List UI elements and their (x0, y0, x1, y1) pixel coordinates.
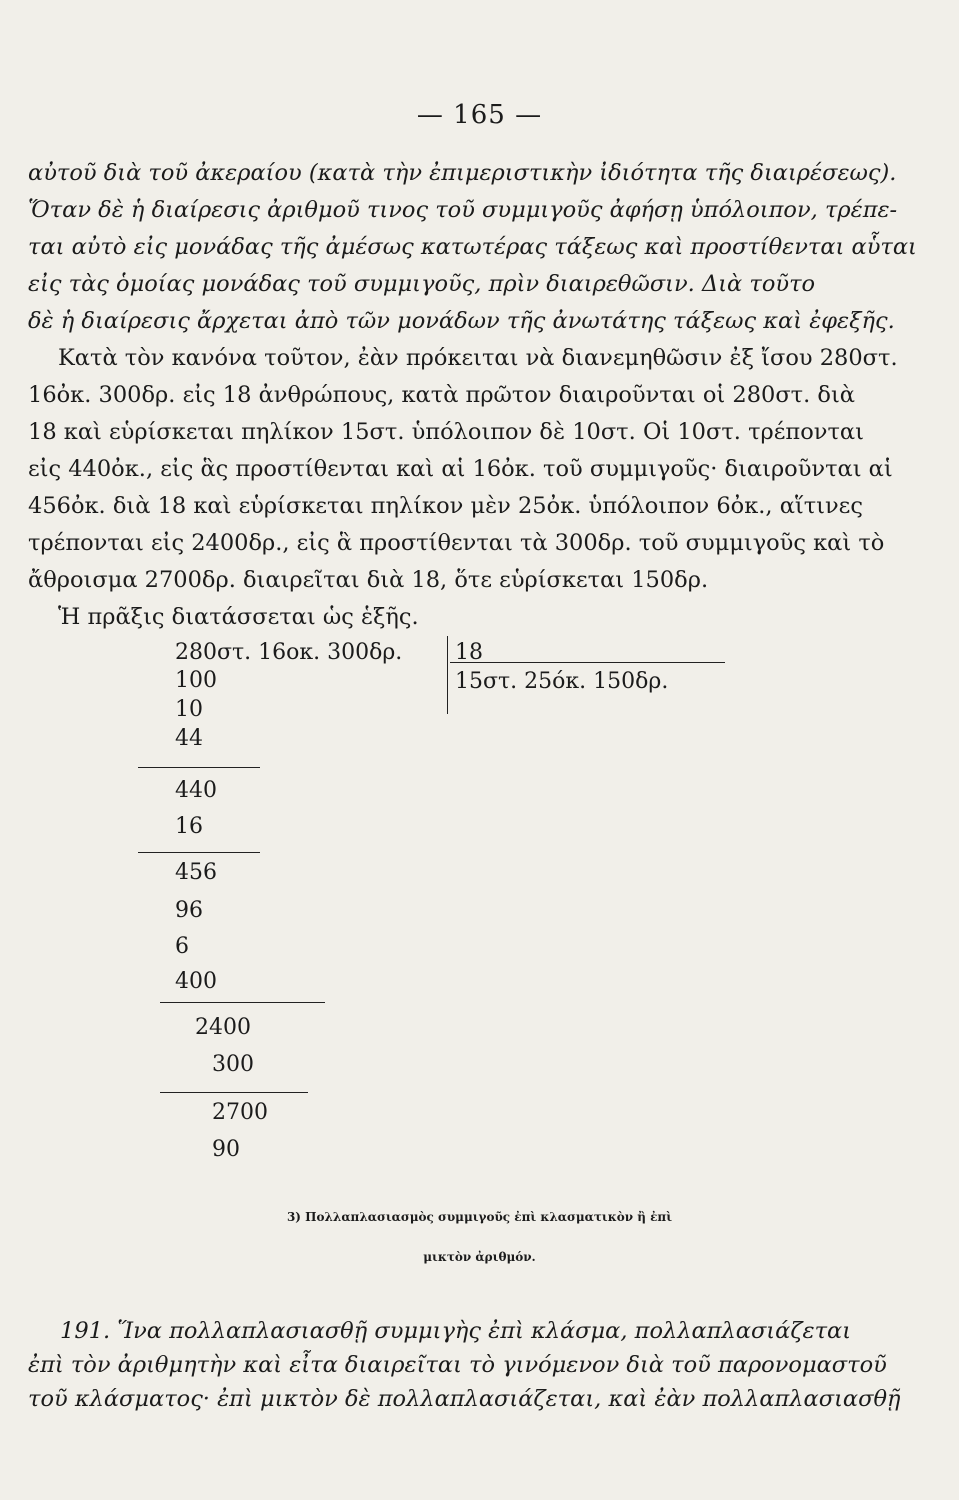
step-value: 2400 (195, 1015, 251, 1040)
rule-paragraph-line: 191. Ἵνα πολλαπλασιασθῇ συμμιγὴς ἐπὶ κλάσμα, πολλαπλασιάζεται (60, 1318, 852, 1344)
step-value: 10 (175, 697, 203, 722)
step-value: 96 (175, 898, 203, 923)
sum-rule (160, 1002, 325, 1003)
sum-rule (138, 767, 260, 768)
paragraph-line: 456ὀκ. διὰ 18 καὶ εὑρίσκεται πηλίκον μὲν 25ὀκ. ὑπόλοιπον 6ὀκ., αἵτινες (28, 493, 863, 519)
section-heading-line-1: 3) Πολλαπλασιασμὸς συμμιγοῦς ἐπὶ κλασματικὸν ἢ ἐπὶ (286, 1210, 673, 1224)
paragraph-line: αὐτοῦ διὰ τοῦ ἀκεραίου (κατὰ τὴν ἐπιμεριστικὴν ἰδιότητα τῆς διαιρέσεως). (28, 160, 897, 186)
paragraph-line: ται αὐτὸ εἰς μονάδας τῆς ἀμέσως κατωτέρας τάξεως καὶ προστίθενται αὗται (28, 234, 917, 260)
paragraph-line: Κατὰ τὸν κανόνα τοῦτον, ἐὰν πρόκειται νὰ διανεμηθῶσιν ἐξ ἴσου 280στ. (58, 345, 898, 371)
section-heading-line-2: μικτὸν ἀριθμόν. (423, 1250, 536, 1264)
step-value: 44 (175, 726, 203, 751)
step-value: 90 (212, 1137, 240, 1162)
paragraph-line: εἰς τὰς ὁμοίας μονάδας τοῦ συμμιγοῦς, πρὶν διαιρεθῶσιν. Διὰ τοῦτο (28, 271, 816, 297)
paragraph-line: τρέπονται εἰς 2400δρ., εἰς ἃ προστίθενται τὰ 300δρ. τοῦ συμμιγοῦς καὶ τὸ (28, 530, 885, 556)
paragraph-line: 18 καὶ εὑρίσκεται πηλίκον 15στ. ὑπόλοιπον δὲ 10στ. Οἱ 10στ. τρέπονται (28, 419, 864, 445)
step-value: 456 (175, 860, 217, 885)
paragraph-line: Ἡ πρᾶξις διατάσσεται ὡς ἑξῆς. (58, 604, 419, 630)
dividend: 280στ. 16οκ. 300δρ. (175, 640, 403, 665)
division-vertical-rule (447, 636, 448, 714)
sum-rule (160, 1092, 308, 1093)
paragraph-line: 16ὀκ. 300δρ. εἰς 18 ἀνθρώπους, κατὰ πρῶτον διαιροῦνται οἱ 280στ. διὰ (28, 382, 855, 408)
paragraph-line: Ὅταν δὲ ἡ διαίρεσις ἀριθμοῦ τινος τοῦ συμμιγοῦς ἀφήσῃ ὑπόλοιπον, τρέπε- (28, 197, 898, 223)
page-number: — 165 — (416, 100, 543, 130)
step-value: 440 (175, 778, 217, 803)
rule-paragraph-line: τοῦ κλάσματος· ἐπὶ μικτὸν δὲ πολλαπλασιάζεται, καὶ ἐὰν πολλαπλασιασθῇ (28, 1386, 901, 1412)
paragraph-line: εἰς 440ὀκ., εἰς ἃς προστίθενται καὶ αἱ 16ὀκ. τοῦ συμμιγοῦς· διαιροῦνται αἱ (28, 456, 893, 482)
step-value: 100 (175, 668, 217, 693)
step-value: 2700 (212, 1100, 268, 1125)
quotient: 15στ. 25όκ. 150δρ. (455, 669, 669, 694)
paragraph-line: δὲ ἡ διαίρεσις ἄρχεται ἀπὸ τῶν μονάδων τῆς ἀνωτάτης τάξεως καὶ ἐφεξῆς. (28, 308, 895, 334)
step-value: 6 (175, 934, 189, 959)
step-value: 300 (212, 1052, 254, 1077)
divisor: 18 (455, 640, 483, 665)
rule-paragraph-line: ἐπὶ τὸν ἀριθμητὴν καὶ εἶτα διαιρεῖται τὸ γινόμενον διὰ τοῦ παρονομαστοῦ (28, 1352, 887, 1378)
divisor-rule (450, 662, 725, 663)
paragraph-line: ἄθροισμα 2700δρ. διαιρεῖται διὰ 18, ὅτε εὑρίσκεται 150δρ. (28, 567, 709, 593)
step-value: 400 (175, 969, 217, 994)
step-value: 16 (175, 814, 203, 839)
sum-rule (138, 852, 260, 853)
